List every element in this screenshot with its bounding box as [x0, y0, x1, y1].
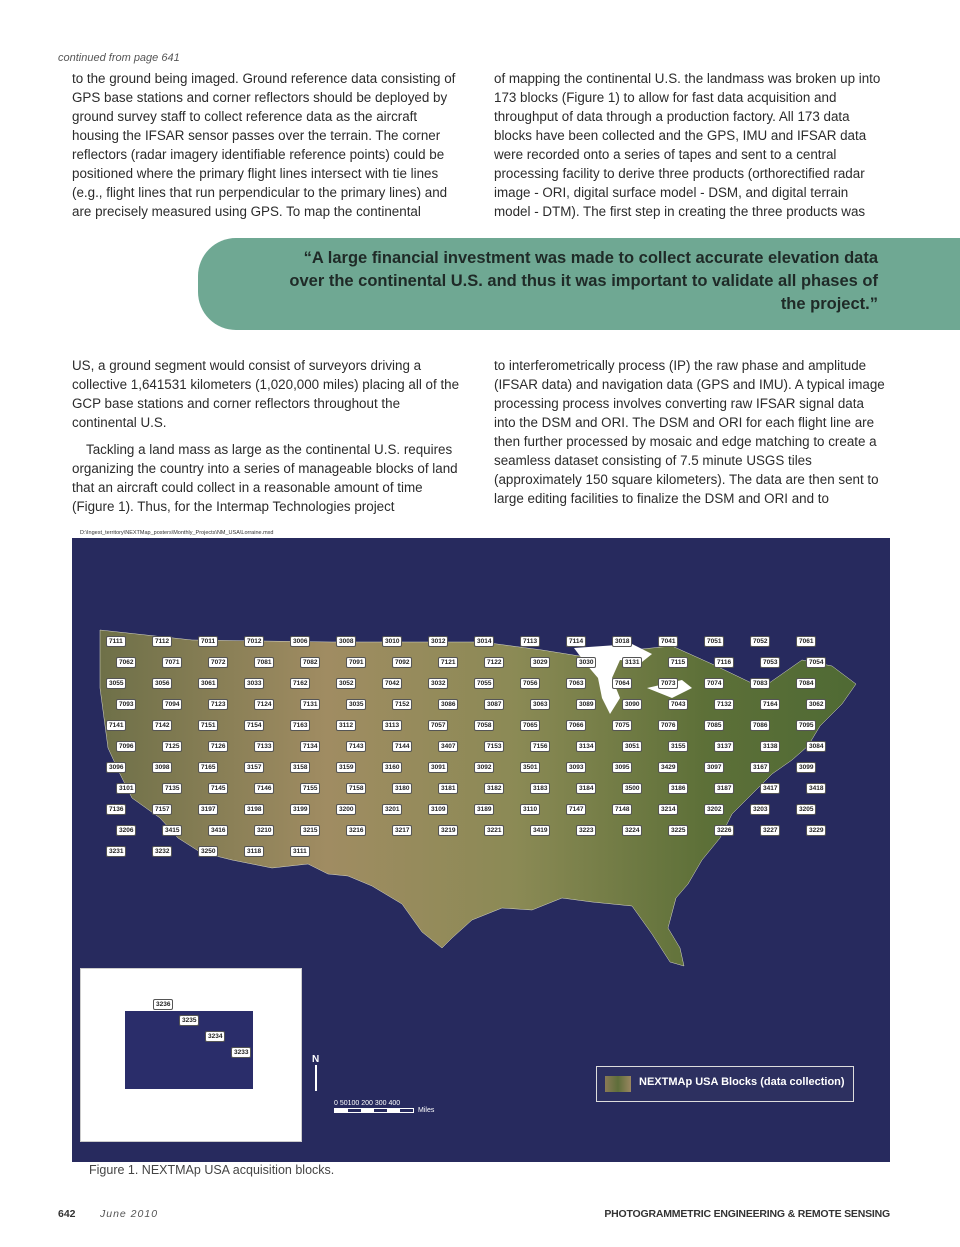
- legend-label: NEXTMAp USA Blocks (data collection): [639, 1076, 845, 1088]
- block-label: 7062: [116, 657, 136, 668]
- block-label: 3206: [116, 825, 136, 836]
- block-label: 3090: [622, 699, 642, 710]
- block-label: 3198: [244, 804, 264, 815]
- paragraph: to interferometrically process (IP) the raw phase and amplitude (IFSAR data) and navigation data (GPS and IMU). A typical image processing process involves converting raw IFSAR signal data into the DSM and ORI. The DSM and ORI for each flight line are then further processed by mosaic and edge matching to create a seamless dataset consisting of 7.5 minute USGS tiles (approximately 150 square kilometers). The data are then sent to large editing facilities to finalize the DSM and ORI and to: [494, 358, 885, 506]
- block-label: 3056: [152, 678, 172, 689]
- block-label: 3184: [576, 783, 596, 794]
- block-label: 3101: [116, 783, 136, 794]
- block-label: 3099: [796, 762, 816, 773]
- block-label: 3201: [382, 804, 402, 815]
- block-label: 7114: [566, 636, 586, 647]
- block-label: 3210: [254, 825, 274, 836]
- block-label: 7163: [290, 720, 310, 731]
- hawaii-block-label: 3233: [231, 1047, 251, 1058]
- block-label: 3501: [520, 762, 540, 773]
- block-label: 7136: [106, 804, 126, 815]
- scale-numbers: 0 50100 200 300 400: [334, 1100, 401, 1107]
- block-label: 7055: [474, 678, 494, 689]
- block-label: 7125: [162, 741, 182, 752]
- block-label: 3010: [382, 636, 402, 647]
- block-label: 7054: [806, 657, 826, 668]
- block-label: 7152: [392, 699, 412, 710]
- block-label: 3160: [382, 762, 402, 773]
- block-label: 7156: [530, 741, 550, 752]
- block-label: 7164: [760, 699, 780, 710]
- block-label: 3110: [520, 804, 540, 815]
- block-label: 3417: [760, 783, 780, 794]
- block-label: 3033: [244, 678, 264, 689]
- block-label: 3063: [530, 699, 550, 710]
- block-label: 3155: [668, 741, 688, 752]
- usa-blocks-map: [72, 538, 890, 1162]
- legend-swatch: [605, 1076, 631, 1092]
- block-label: 3089: [576, 699, 596, 710]
- block-label: 7122: [484, 657, 504, 668]
- block-label: 3429: [658, 762, 678, 773]
- block-label: 3097: [704, 762, 724, 773]
- block-label: 3182: [484, 783, 504, 794]
- block-label: 7133: [254, 741, 274, 752]
- block-label: 3029: [530, 657, 550, 668]
- block-label: 3092: [474, 762, 494, 773]
- block-label: 7121: [438, 657, 458, 668]
- block-label: 7153: [484, 741, 504, 752]
- block-label: 3181: [438, 783, 458, 794]
- block-label: 3221: [484, 825, 504, 836]
- block-label: 3157: [244, 762, 264, 773]
- block-label: 3018: [612, 636, 632, 647]
- block-label: 3202: [704, 804, 724, 815]
- block-label: 3111: [290, 846, 310, 857]
- block-label: 7123: [208, 699, 228, 710]
- block-label: 7042: [382, 678, 402, 689]
- block-label: 7063: [566, 678, 586, 689]
- block-label: 7053: [760, 657, 780, 668]
- block-label: 3095: [612, 762, 632, 773]
- block-label: 3087: [484, 699, 504, 710]
- block-label: 7085: [704, 720, 724, 731]
- block-label: 7151: [198, 720, 218, 731]
- block-label: 3158: [290, 762, 310, 773]
- block-label: 7051: [704, 636, 724, 647]
- block-label: 7144: [392, 741, 412, 752]
- block-label: 7072: [208, 657, 228, 668]
- block-label: 7141: [106, 720, 126, 731]
- block-label: 7081: [254, 657, 274, 668]
- block-label: 7134: [300, 741, 320, 752]
- block-label: 3225: [668, 825, 688, 836]
- block-label: 3159: [336, 762, 356, 773]
- block-label: 3118: [244, 846, 264, 857]
- block-label: 7145: [208, 783, 228, 794]
- block-label: 3062: [806, 699, 826, 710]
- block-label: 7143: [346, 741, 366, 752]
- block-label: 3419: [530, 825, 550, 836]
- hawaii-block-label: 3236: [153, 999, 173, 1010]
- scale-bar: [334, 1100, 434, 1114]
- block-label: 3416: [208, 825, 228, 836]
- block-label: 7086: [750, 720, 770, 731]
- block-label: 3084: [806, 741, 826, 752]
- block-label: 7116: [714, 657, 734, 668]
- block-label: 3205: [796, 804, 816, 815]
- block-label: 7058: [474, 720, 494, 731]
- block-label: 3183: [530, 783, 550, 794]
- block-label: 7083: [750, 678, 770, 689]
- block-label: 7052: [750, 636, 770, 647]
- block-label: 7084: [796, 678, 816, 689]
- continued-note: continued from page 641: [58, 52, 180, 64]
- block-label: 3199: [290, 804, 310, 815]
- block-label: 7111: [106, 636, 126, 647]
- block-label: 7115: [668, 657, 688, 668]
- block-label: 3134: [576, 741, 596, 752]
- block-label: 3186: [668, 783, 688, 794]
- map-file-path: D:\Ingest_territory\NEXTMap_posters\Monthly_Projects\NM_USA\Lorraine.mxd: [80, 530, 274, 536]
- block-label: 7092: [392, 657, 412, 668]
- block-label: 7147: [566, 804, 586, 815]
- block-label: 7158: [346, 783, 366, 794]
- block-label: 3055: [106, 678, 126, 689]
- block-label: 3052: [336, 678, 356, 689]
- block-label: 7148: [612, 804, 632, 815]
- block-label: 7142: [152, 720, 172, 731]
- figure-caption: Figure 1. NEXTMAp USA acquisition blocks.: [89, 1163, 335, 1177]
- block-label: 3091: [428, 762, 448, 773]
- paragraph: to the ground being imaged. Ground reference data consisting of GPS base stations and corner reflectors should be deployed by ground survey staff to collect reference data as the aircraft housing the IFSAR sensor passes over the terrain. The corner reflectors (radar imagery identifiable reference points) could be positioned where the primary flight lines intersect with tie lines (e.g., flight lines that run perpendicular to the primary lines) and are precisely measured using GPS. To map the continental: [72, 71, 456, 219]
- block-label: 7065: [520, 720, 540, 731]
- block-label: 7113: [520, 636, 540, 647]
- block-label: 3096: [106, 762, 126, 773]
- scale-bar-graphic: [334, 1108, 414, 1113]
- block-label: 3008: [336, 636, 356, 647]
- column-1-bottom: [72, 356, 464, 524]
- block-label: 7132: [714, 699, 734, 710]
- block-label: 3006: [290, 636, 310, 647]
- block-label: 3086: [438, 699, 458, 710]
- block-label: 3418: [806, 783, 826, 794]
- hawaii-block-label: 3235: [179, 1015, 199, 1026]
- block-label: 3216: [346, 825, 366, 836]
- block-label: 7082: [300, 657, 320, 668]
- block-label: 3051: [622, 741, 642, 752]
- block-label: 7162: [290, 678, 310, 689]
- block-label: 3229: [806, 825, 826, 836]
- north-label: N: [312, 1054, 320, 1065]
- block-label: 3109: [428, 804, 448, 815]
- block-label: 3415: [162, 825, 182, 836]
- paragraph: Tackling a land mass as large as the continental U.S. requires organizing the country into a series of manageable blocks of land that an aircraft could collect in a reasonable amount of time (Figure 1). Thus, for the Intermap Technologies project: [72, 442, 458, 514]
- paragraph: of mapping the continental U.S. the landmass was broken up into 173 blocks (Figure 1) to allow for fast data acquisition and throughput of data through a production factory. All 173 data blocks have been collected and the GPS, IMU and IFSAR data were recorded onto a series of tapes and sent to a central processing facility to derive three products (orthorectified radar image - ORI, digital surface model - DSM, and digital terrain model - DTM). The first step in creating the three products was: [494, 71, 881, 219]
- block-label: 3219: [438, 825, 458, 836]
- journal-title: PHOTOGRAMMETRIC ENGINEERING & REMOTE SENSING: [604, 1208, 890, 1220]
- block-label: 7093: [116, 699, 136, 710]
- north-arrow-shaft: [315, 1065, 317, 1091]
- issue-date: June 2010: [100, 1208, 159, 1220]
- block-label: 3093: [566, 762, 586, 773]
- block-label: 7056: [520, 678, 540, 689]
- block-label: 7096: [116, 741, 136, 752]
- block-label: 3112: [336, 720, 356, 731]
- block-label: 7011: [198, 636, 218, 647]
- block-label: 3226: [714, 825, 734, 836]
- block-label: 7155: [300, 783, 320, 794]
- column-2-bottom: [494, 356, 886, 516]
- block-label: 3214: [658, 804, 678, 815]
- block-label: 3131: [622, 657, 642, 668]
- block-label: 7041: [658, 636, 678, 647]
- block-label: 3138: [760, 741, 780, 752]
- block-label: 3232: [152, 846, 172, 857]
- block-label: 7073: [658, 678, 678, 689]
- block-label: 7165: [198, 762, 218, 773]
- block-label: 3203: [750, 804, 770, 815]
- block-label: 7064: [612, 678, 632, 689]
- block-label: 7131: [300, 699, 320, 710]
- block-label: 7075: [612, 720, 632, 731]
- block-label: 3224: [622, 825, 642, 836]
- hawaii-block-label: 3234: [205, 1031, 225, 1042]
- block-label: 3500: [622, 783, 642, 794]
- block-label: 3200: [336, 804, 356, 815]
- block-label: 3098: [152, 762, 172, 773]
- column-2-top: [494, 69, 886, 229]
- block-label: 3061: [198, 678, 218, 689]
- block-label: 7146: [254, 783, 274, 794]
- block-label: 3032: [428, 678, 448, 689]
- block-label: 7157: [152, 804, 172, 815]
- block-label: 7057: [428, 720, 448, 731]
- block-label: 3187: [714, 783, 734, 794]
- block-label: 7135: [162, 783, 182, 794]
- block-label: 7094: [162, 699, 182, 710]
- block-label: 3167: [750, 762, 770, 773]
- block-label: 3137: [714, 741, 734, 752]
- block-label: 7095: [796, 720, 816, 731]
- pull-quote-text: “A large financial investment was made to collect accurate elevation data over the continental U.S. and thus it was important to validate all phases of the project.”: [289, 249, 878, 313]
- block-label: 3180: [392, 783, 412, 794]
- block-label: 7074: [704, 678, 724, 689]
- block-label: 3407: [438, 741, 458, 752]
- hawaii-inset: [80, 968, 302, 1142]
- block-label: 3030: [576, 657, 596, 668]
- block-label: 7043: [668, 699, 688, 710]
- block-label: 3189: [474, 804, 494, 815]
- block-label: 3113: [382, 720, 402, 731]
- block-label: 3227: [760, 825, 780, 836]
- block-label: 3012: [428, 636, 448, 647]
- block-label: 7091: [346, 657, 366, 668]
- block-label: 7066: [566, 720, 586, 731]
- column-1-top: [72, 69, 464, 229]
- scale-unit: Miles: [418, 1107, 435, 1114]
- page-number: 642: [58, 1208, 76, 1220]
- block-label: 3197: [198, 804, 218, 815]
- block-label: 3231: [106, 846, 126, 857]
- paragraph: US, a ground segment would consist of surveyors driving a collective 1,641531 kilometers (1,020,000 miles) placing all of the GCP base stations and corner reflectors throughout the continental U.S.: [72, 358, 460, 430]
- block-label: 7124: [254, 699, 274, 710]
- block-label: 3215: [300, 825, 320, 836]
- block-label: 7071: [162, 657, 182, 668]
- north-arrow-icon: [312, 1054, 319, 1091]
- block-label: 3250: [198, 846, 218, 857]
- block-label: 7076: [658, 720, 678, 731]
- legend: [596, 1066, 854, 1102]
- block-label: 3014: [474, 636, 494, 647]
- block-label: 7126: [208, 741, 228, 752]
- block-label: 3217: [392, 825, 412, 836]
- block-label: 7061: [796, 636, 816, 647]
- block-label: 3223: [576, 825, 596, 836]
- block-label: 7154: [244, 720, 264, 731]
- block-label: 3035: [346, 699, 366, 710]
- block-label: 7012: [244, 636, 264, 647]
- block-label: 7112: [152, 636, 172, 647]
